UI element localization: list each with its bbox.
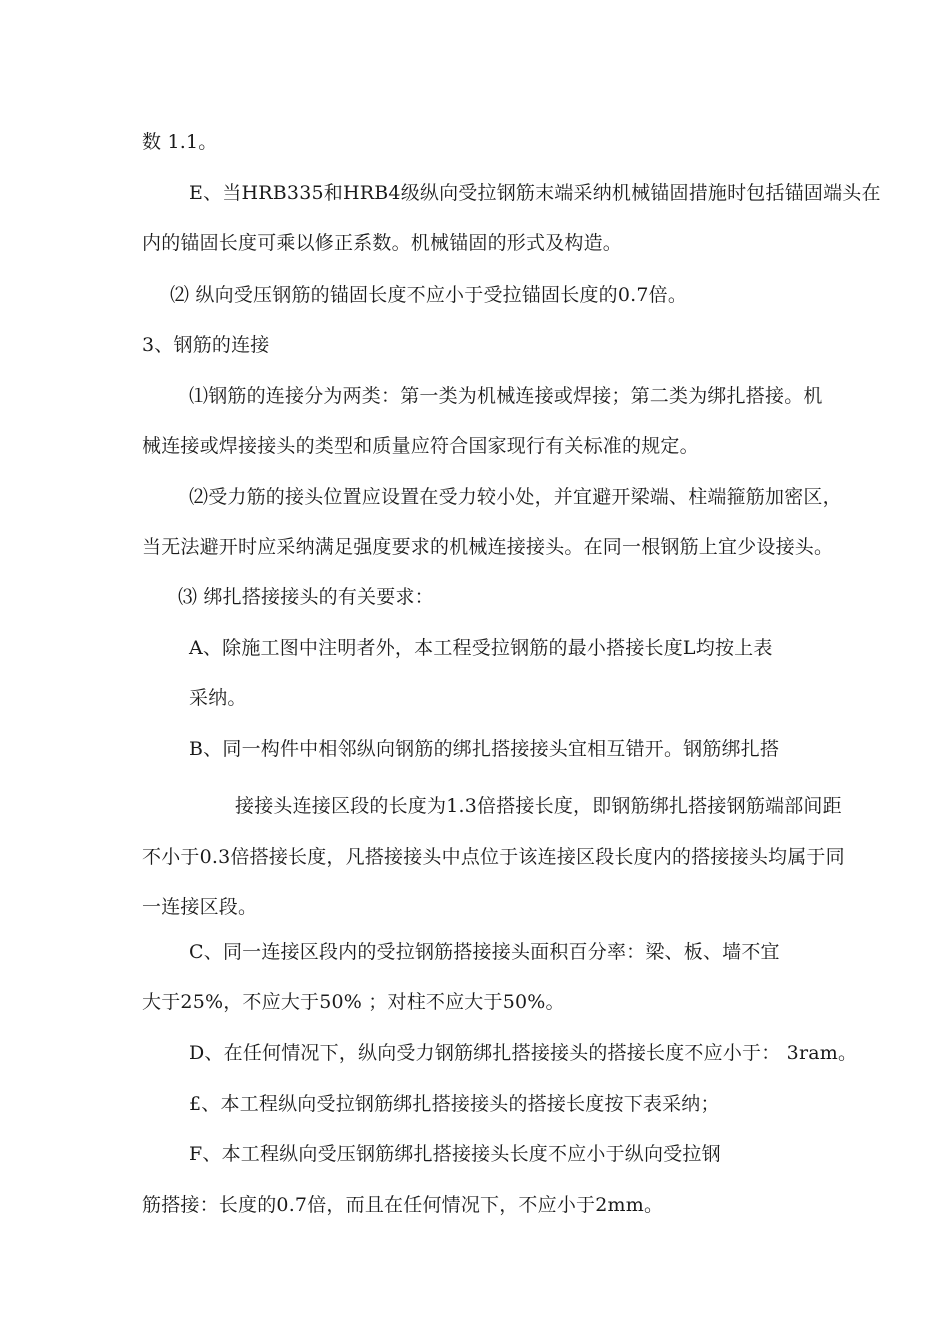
- text-line: ⑶ 绑扎搭接接头的有关要求：: [178, 586, 434, 608]
- text-line: B、同一构件中相邻纵向钢筋的绑扎搭接接头宜相互错开。钢筋绑扎搭: [189, 738, 780, 760]
- text-line: E、当HRB335和HRB4级纵向受拉钢筋末端采纳机械锚固措施时包括锚固端头在: [189, 182, 881, 204]
- text-line: 内的锚固长度可乘以修正系数。机械锚固的形式及构造。: [142, 232, 623, 254]
- text-line: 一连接区段。: [142, 896, 258, 918]
- text-line: 不小于0.3倍搭接长度，凡搭接接头中点位于该连接区段长度内的搭接接头均属于同: [142, 846, 845, 868]
- text-line: ⑵受力筋的接头位置应设置在受力较小处，并宜避开梁端、柱端箍筋加密区，: [189, 486, 842, 508]
- text-line: 械连接或焊接接头的类型和质量应符合国家现行有关标准的规定。: [142, 435, 699, 457]
- section-heading: 3、钢筋的连接: [142, 334, 270, 356]
- text-line: F、本工程纵向受压钢筋绑扎搭接接头长度不应小于纵向受拉钢: [189, 1143, 721, 1165]
- text-line: 采纳。: [189, 687, 247, 709]
- text-line: £、本工程纵向受拉钢筋绑扎搭接接头的搭接长度按下表采纳；: [189, 1093, 720, 1115]
- text-line: 大于25%，不应大于50% ；对柱不应大于50%。: [142, 991, 565, 1013]
- text-line: C、同一连接区段内的受拉钢筋搭接接头面积百分率：梁、板、墙不宜: [189, 941, 780, 963]
- text-line: 筋搭接：长度的0.7倍，而且在任何情况下，不应小于2mm。: [142, 1194, 664, 1216]
- text-line: ⑴钢筋的连接分为两类：第一类为机械连接或焊接；第二类为绑扎搭接。机: [189, 385, 823, 407]
- text-line: ⑵ 纵向受压钢筋的锚固长度不应小于受拉锚固长度的0.7倍。: [170, 284, 688, 306]
- text-line: A、除施工图中注明者外，本工程受拉钢筋的最小搭接长度L均按上表: [189, 637, 773, 659]
- text-line: 数 1.1。: [142, 131, 218, 153]
- text-line: 当无法避开时应采纳满足强度要求的机械连接接头。在同一根钢筋上宜少设接头。: [142, 536, 834, 558]
- text-line: D、在任何情况下，纵向受力钢筋绑扎搭接接头的搭接长度不应小于： 3ram。: [189, 1042, 858, 1064]
- text-line: 接接头连接区段的长度为1.3倍搭接长度，即钢筋绑扎搭接钢筋端部间距: [235, 795, 842, 817]
